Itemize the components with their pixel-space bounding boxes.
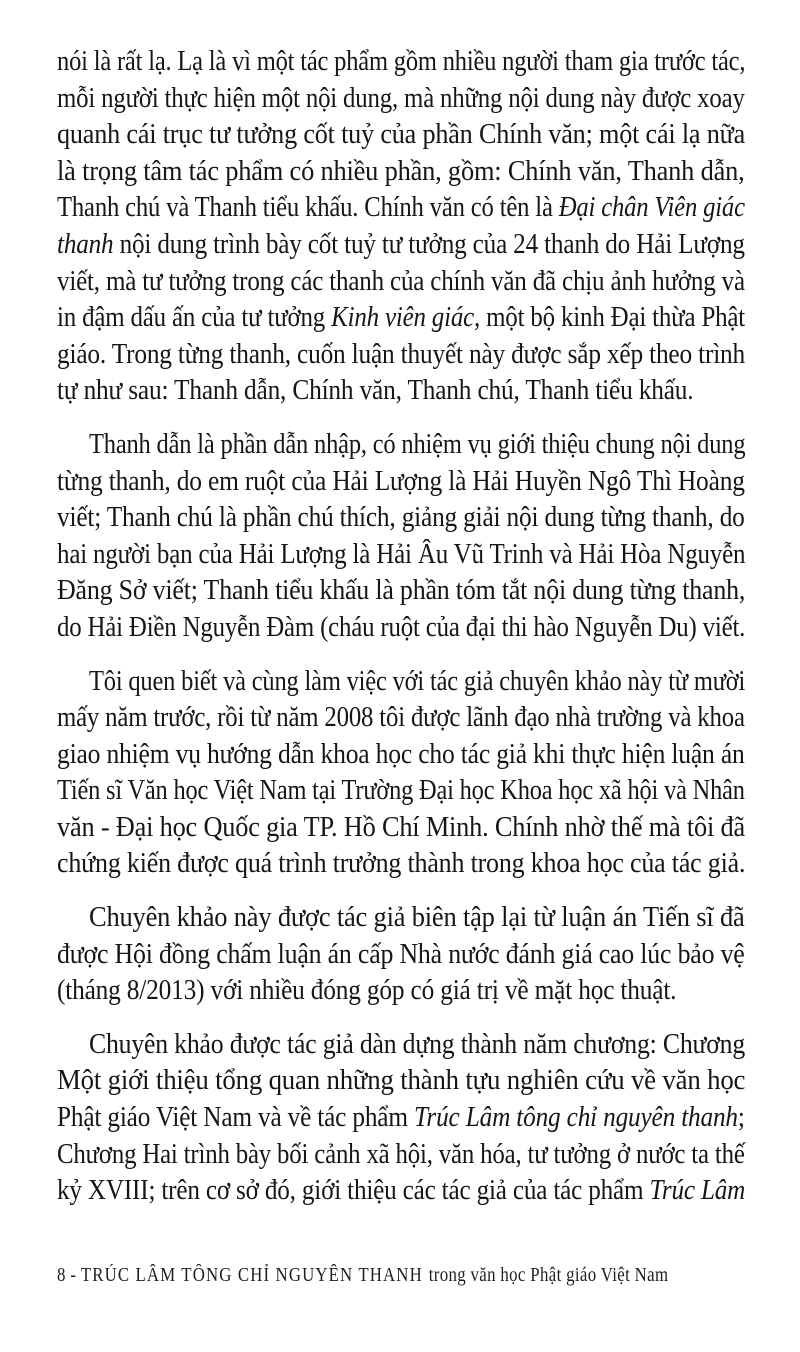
body-text: được Hội đồng chấm luận án cấp Nhà nước đánh giá cao lúc bảo vệ	[57, 938, 745, 970]
italic-title-text: thanh	[57, 228, 114, 260]
text-line	[57, 773, 745, 810]
body-text: từng thanh, do em ruột của Hải Lượng là Hải Huyền Ngô Thì Hoàng	[57, 465, 745, 497]
text-line-content	[89, 900, 745, 937]
text-block	[57, 44, 745, 1210]
text-line	[57, 227, 745, 264]
body-text: in đậm dấu ấn của tư tưởng	[57, 302, 332, 334]
text-line-content	[57, 610, 745, 647]
body-text: ;	[737, 1102, 745, 1134]
text-line-content	[89, 1027, 745, 1064]
body-text: kỷ XVIII; trên cơ sở đó, giới thiệu các tác giả của tác phẩm	[57, 1175, 650, 1207]
footer-book-title: TRÚC LÂM TÔNG CHỈ NGUYÊN THANH	[80, 1265, 423, 1286]
text-line-content	[57, 537, 745, 574]
text-line	[57, 427, 745, 464]
text-line-content	[89, 664, 745, 701]
text-line	[57, 117, 745, 154]
body-text: quanh cái trục tư tưởng cốt tuỷ của phần Chính văn; một cái lạ nữa	[57, 119, 746, 151]
body-text: nội dung trình bày cốt tuỷ tư tưởng của 24 thanh do Hải Lượng	[113, 228, 745, 260]
text-line	[57, 300, 745, 337]
text-line	[57, 664, 745, 701]
footer-page-number: 8	[57, 1265, 66, 1286]
paragraph	[57, 44, 745, 410]
text-line-content	[57, 264, 745, 301]
body-text: hai người bạn của Hải Lượng là Hải Âu Vũ Trinh và Hải Hòa Nguyễn	[57, 538, 746, 570]
text-line	[57, 937, 745, 974]
text-line	[57, 264, 745, 301]
footer-separator: -	[65, 1265, 81, 1286]
text-line	[57, 573, 745, 610]
text-line-content	[57, 810, 745, 847]
italic-title-text: Trúc Lâm	[649, 1175, 746, 1207]
text-line	[57, 737, 745, 774]
body-text: Thanh chú và Thanh tiểu khấu. Chính văn có tên là	[57, 192, 559, 224]
body-text: tự như sau: Thanh dẫn, Chính văn, Thanh chú, Thanh tiểu khấu.	[57, 375, 694, 407]
text-line-content	[57, 227, 745, 264]
text-line-content	[57, 373, 693, 410]
body-text: viết; Thanh chú là phần chú thích, giảng giải nội dung từng thanh, do	[57, 502, 745, 534]
text-line-content	[57, 337, 745, 374]
text-line	[57, 537, 745, 574]
text-line	[57, 44, 745, 81]
body-text: viết, mà tư tưởng trong các thanh của chính văn đã chịu ảnh hưởng và	[57, 265, 745, 297]
body-text: Một giới thiệu tổng quan những thành tựu nghiên cứu về văn học	[57, 1065, 746, 1097]
body-text: Chuyên khảo này được tác giả biên tập lại từ luận án Tiến sĩ đã	[89, 902, 745, 934]
text-line	[57, 1173, 745, 1210]
text-line	[57, 1027, 745, 1064]
text-line-content	[57, 190, 745, 227]
text-line	[57, 337, 745, 374]
page-footer	[57, 1261, 745, 1291]
text-line-content	[57, 573, 745, 610]
body-text: Tôi quen biết và cùng làm việc với tác giả chuyên khảo này từ mười	[89, 665, 746, 697]
body-text: mấy năm trước, rồi từ năm 2008 tôi được lãnh đạo nhà trường và khoa	[57, 702, 745, 734]
text-line	[57, 846, 745, 883]
italic-title-text: Đại chân Viên giác	[558, 192, 745, 224]
paragraph	[57, 1027, 745, 1210]
text-line-content	[57, 1173, 745, 1210]
text-line-content	[57, 1063, 745, 1100]
text-line	[57, 973, 745, 1010]
italic-title-text: Kinh viên giác	[331, 302, 474, 334]
text-line-content	[57, 44, 745, 81]
body-text: do Hải Điền Nguyễn Đàm (cháu ruột của đại thi hào Nguyễn Du) viết.	[57, 611, 746, 643]
body-text: Chuyên khảo được tác giả dàn dựng thành năm chương: Chương	[89, 1028, 746, 1060]
text-line-content	[57, 1137, 745, 1174]
paragraph	[57, 900, 745, 1010]
text-line	[57, 154, 745, 191]
text-line-content	[57, 154, 745, 191]
text-line-content	[57, 737, 745, 774]
text-line-content	[57, 973, 676, 1010]
footer-tagline: trong văn học Phật giáo Việt Nam	[428, 1265, 669, 1286]
text-line-content	[89, 427, 745, 464]
text-line-content	[57, 1100, 745, 1137]
text-line-content	[57, 81, 745, 118]
text-line	[57, 610, 745, 647]
body-text: giáo. Trong từng thanh, cuốn luận thuyết này được sắp xếp theo trình	[57, 338, 746, 370]
text-line	[57, 500, 745, 537]
body-text: (tháng 8/2013) với nhiều đóng góp có giá trị về mặt học thuật.	[57, 975, 677, 1007]
body-text: giao nhiệm vụ hướng dẫn khoa học cho tác giả khi thực hiện luận án	[57, 738, 745, 770]
text-line	[57, 1137, 745, 1174]
paragraph	[57, 427, 745, 647]
text-line	[57, 810, 745, 847]
body-text: Đăng Sở viết; Thanh tiểu khấu là phần tóm tắt nội dung từng thanh,	[57, 575, 746, 607]
text-line-content	[57, 300, 745, 337]
paragraph	[57, 664, 745, 884]
footer-line	[57, 1261, 668, 1291]
text-line-content	[57, 937, 745, 974]
body-text: Chương Hai trình bày bối cảnh xã hội, văn hóa, tư tưởng ở nước ta thế	[57, 1138, 745, 1170]
body-text: chứng kiến được quá trình trưởng thành trong khoa học của tác giả.	[57, 848, 746, 880]
body-text: Tiến sĩ Văn học Việt Nam tại Trường Đại học Khoa học xã hội và Nhân	[57, 775, 745, 807]
text-line	[57, 373, 745, 410]
text-line-content	[57, 464, 745, 501]
body-text: văn - Đại học Quốc gia TP. Hồ Chí Minh. Chính nhờ thế mà tôi đã	[57, 811, 745, 843]
text-line	[57, 464, 745, 501]
italic-title-text: Trúc Lâm tông chỉ nguyên thanh	[413, 1102, 738, 1134]
text-line	[57, 900, 745, 937]
text-line-content	[57, 117, 745, 154]
text-line	[57, 1063, 745, 1100]
body-text: Phật giáo Việt Nam và về tác phẩm	[57, 1102, 414, 1134]
text-line-content	[57, 846, 745, 883]
text-line	[57, 700, 745, 737]
text-line	[57, 81, 745, 118]
body-text: Thanh dẫn là phần dẫn nhập, có nhiệm vụ giới thiệu chung nội dung	[89, 428, 746, 460]
body-text: nói là rất lạ. Lạ là vì một tác phẩm gồm nhiều người tham gia trước tác,	[57, 46, 746, 77]
text-line-content	[57, 500, 745, 537]
body-text: , một bộ kinh Đại thừa Phật	[473, 302, 746, 334]
text-line	[57, 1100, 745, 1137]
text-line-content	[57, 700, 745, 737]
body-text: là trọng tâm tác phẩm có nhiều phần, gồm: Chính văn, Thanh dẫn,	[57, 155, 745, 187]
text-line	[57, 190, 745, 227]
body-text: mỗi người thực hiện một nội dung, mà những nội dung này được xoay	[57, 82, 745, 114]
text-line-content	[57, 773, 745, 810]
